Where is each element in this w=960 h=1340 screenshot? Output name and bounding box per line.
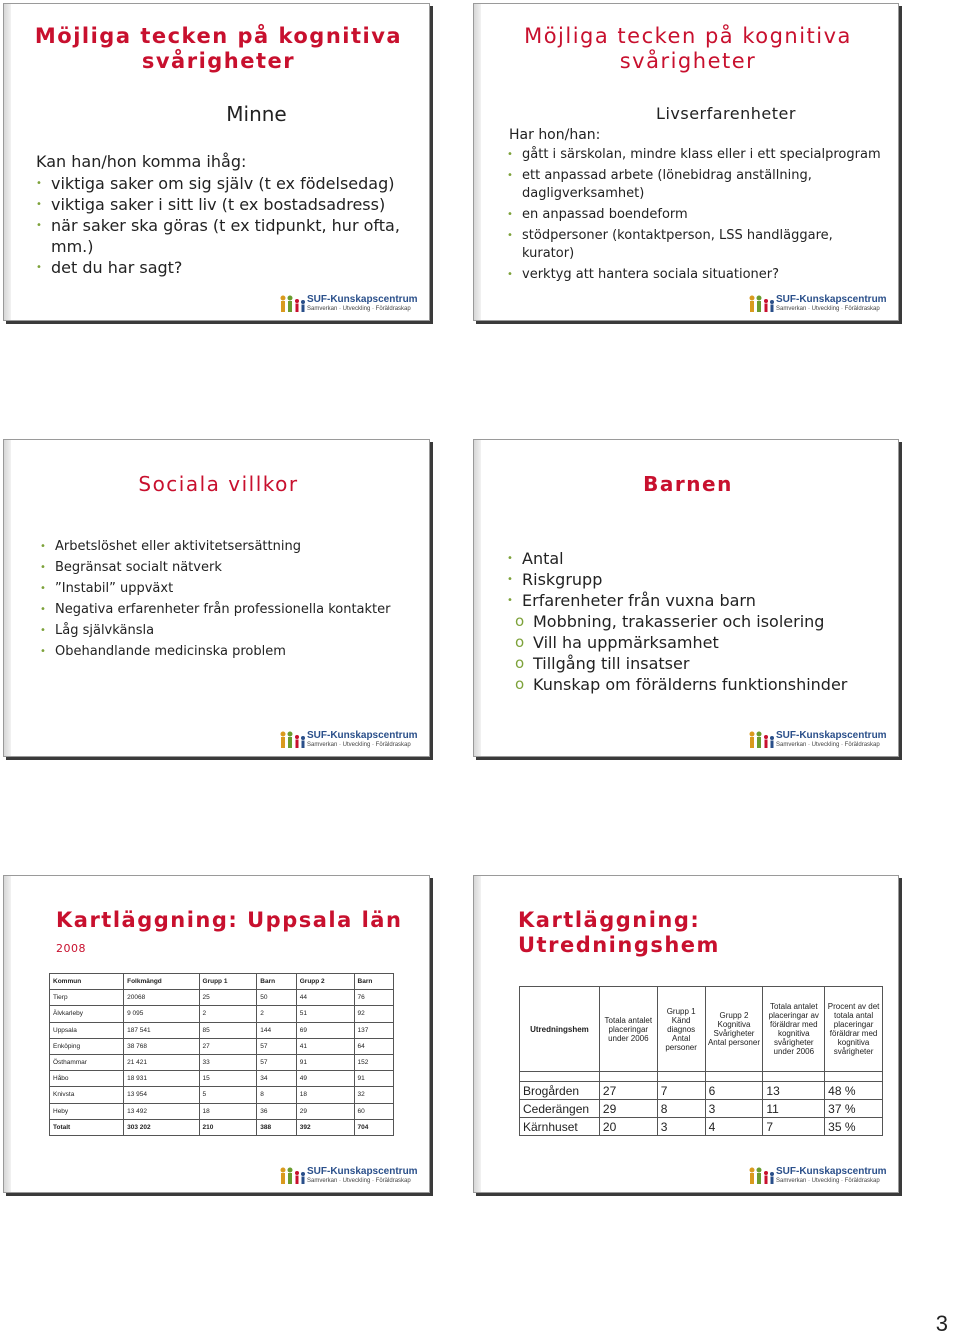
- suf-logo: SUF-Kunskapscentrum Samverkan · Utveckling · Föräldraskap: [279, 292, 409, 318]
- family-icon: [748, 294, 776, 314]
- table-row: Tierp 20068 25 50 44 76: [50, 990, 394, 1006]
- year-label: 2008: [56, 942, 86, 955]
- table-row: Älvkarleby 9 095 2 2 51 92: [50, 1006, 394, 1022]
- slide-heading: Livserfarenheter: [656, 104, 796, 123]
- list-item: • Negativa erfarenheter från professionella kontakter: [40, 601, 400, 619]
- list-item: • viktiga saker i sitt liv (t ex bostadsadress): [36, 194, 421, 215]
- list-item: • när saker ska göras (t ex tidpunkt, hur ofta, mm.): [36, 215, 421, 257]
- list-item: • stödpersoner (kontaktperson, LSS handläggare, kurator): [507, 227, 882, 263]
- list-item: • Arbetslöshet eller aktivitetsersättning: [40, 538, 400, 556]
- table-row: Kärnhuset 20 3 4 7 35 %: [520, 1118, 883, 1136]
- table-row: Brogården 27 7 6 13 48 %: [520, 1082, 883, 1100]
- slide-title: Kartläggning: Utredningshem: [518, 908, 720, 957]
- suf-logo: SUF-Kunskapscentrum Samverkan · Utveckling · Föräldraskap: [748, 728, 878, 754]
- sub-list-item: o Mobbning, trakasserier och isolering: [511, 611, 887, 632]
- sub-list-item: o Kunskap om förälderns funktionshinder: [511, 674, 887, 695]
- table-row: Cederängen 29 8 3 11 37 %: [520, 1100, 883, 1118]
- table-row: Uppsala 187 541 85 144 69 137: [50, 1022, 394, 1038]
- family-icon: [748, 730, 776, 750]
- slide-intro: Har hon/han:: [509, 127, 601, 143]
- list-item: • ”Instabil” uppväxt: [40, 580, 400, 598]
- slide-title: Kartläggning: Uppsala län 2008: [56, 908, 403, 955]
- table-total-row: Totalt 303 202 210 388 392 704: [50, 1119, 394, 1135]
- slide-title: Barnen: [643, 472, 733, 496]
- slide-sociala-villkor: [3, 439, 430, 757]
- suf-logo: SUF-Kunskapscentrum Samverkan · Utveckling · Föräldraskap: [279, 728, 409, 754]
- list-item: • viktiga saker om sig själv (t ex födelsedag): [36, 173, 421, 194]
- table-row: Håbo 18 931 15 34 49 91: [50, 1071, 394, 1087]
- slide-kartlaggning-utredningshem: [473, 875, 899, 1193]
- suf-logo: SUF-Kunskapscentrum Samverkan · Utveckling · Föräldraskap: [748, 1164, 878, 1190]
- list-item: • Antal: [507, 548, 887, 569]
- slide-kartlaggning-uppsala: [3, 875, 430, 1193]
- list-item: • Begränsat socialt nätverk: [40, 559, 400, 577]
- bullet-list: [40, 538, 400, 664]
- suf-logo: SUF-Kunskapscentrum Samverkan · Utveckling · Föräldraskap: [748, 292, 878, 318]
- sub-list-item: o Vill ha uppmärksamhet: [511, 632, 887, 653]
- list-item: • ett anpassad arbete (lönebidrag anställning, dagligverksamhet): [507, 167, 882, 203]
- list-item: • Låg självkänsla: [40, 622, 400, 640]
- utredningshem-table: [519, 986, 883, 1136]
- list-item: • Erfarenheter från vuxna barn: [507, 590, 887, 611]
- table-spacer-row: [520, 1072, 883, 1082]
- list-item: • verktyg att hantera sociala situationer?: [507, 266, 882, 284]
- suf-logo: SUF-Kunskapscentrum Samverkan · Utveckling · Föräldraskap: [279, 1164, 409, 1190]
- table-row: Östhammar 21 421 33 57 91 152: [50, 1054, 394, 1070]
- page-number: 3: [935, 1311, 948, 1336]
- bullet-list: [507, 548, 887, 695]
- list-item: • Riskgrupp: [507, 569, 887, 590]
- family-icon: [279, 730, 307, 750]
- slide-title: Möjliga tecken på kognitiva svårigheter: [524, 24, 852, 73]
- slide-intro: Kan han/hon komma ihåg:: [36, 152, 247, 171]
- slide-barnen: [473, 439, 899, 757]
- list-item: • en anpassad boendeform: [507, 206, 882, 224]
- list-item: • gått i särskolan, mindre klass eller i ett specialprogram: [507, 146, 882, 164]
- sub-list-item: o Tillgång till insatser: [511, 653, 887, 674]
- list-item: • det du har sagt?: [36, 257, 421, 278]
- slide-heading: Minne: [226, 102, 287, 126]
- family-icon: [279, 294, 307, 314]
- family-icon: [279, 1166, 307, 1186]
- bullet-list: [36, 173, 421, 278]
- slide-title: Möjliga tecken på kognitiva svårigheter: [34, 24, 403, 73]
- slide-title: Sociala villkor: [138, 472, 299, 496]
- table-row: Heby 13 492 18 36 29 60: [50, 1103, 394, 1119]
- kommun-table: [49, 973, 394, 1136]
- table-row: Knivsta 13 954 5 8 18 32: [50, 1087, 394, 1103]
- slide-livserfarenheter: [473, 3, 899, 321]
- slide-minne: [3, 3, 430, 321]
- list-item: • Obehandlande medicinska problem: [40, 643, 400, 661]
- table-row: Enköping 38 768 27 57 41 64: [50, 1038, 394, 1054]
- bullet-list: [507, 146, 882, 287]
- family-icon: [748, 1166, 776, 1186]
- table-header-row: Kommun Folkmängd Grupp 1 Barn Grupp 2 Barn: [50, 974, 394, 990]
- table-header-row: Utredningshem Totala antalet placeringar under 2006 Grupp 1 Känd diagnos Antal personer Grupp 2 Kognitiva Svårigheter Antal personer Totala antalet placeringar av föräldrar med kognitiva svårigheter under 2006 Procent av det totala antal placeringar föräldrar med kognitiva svårigheter: [520, 987, 883, 1072]
